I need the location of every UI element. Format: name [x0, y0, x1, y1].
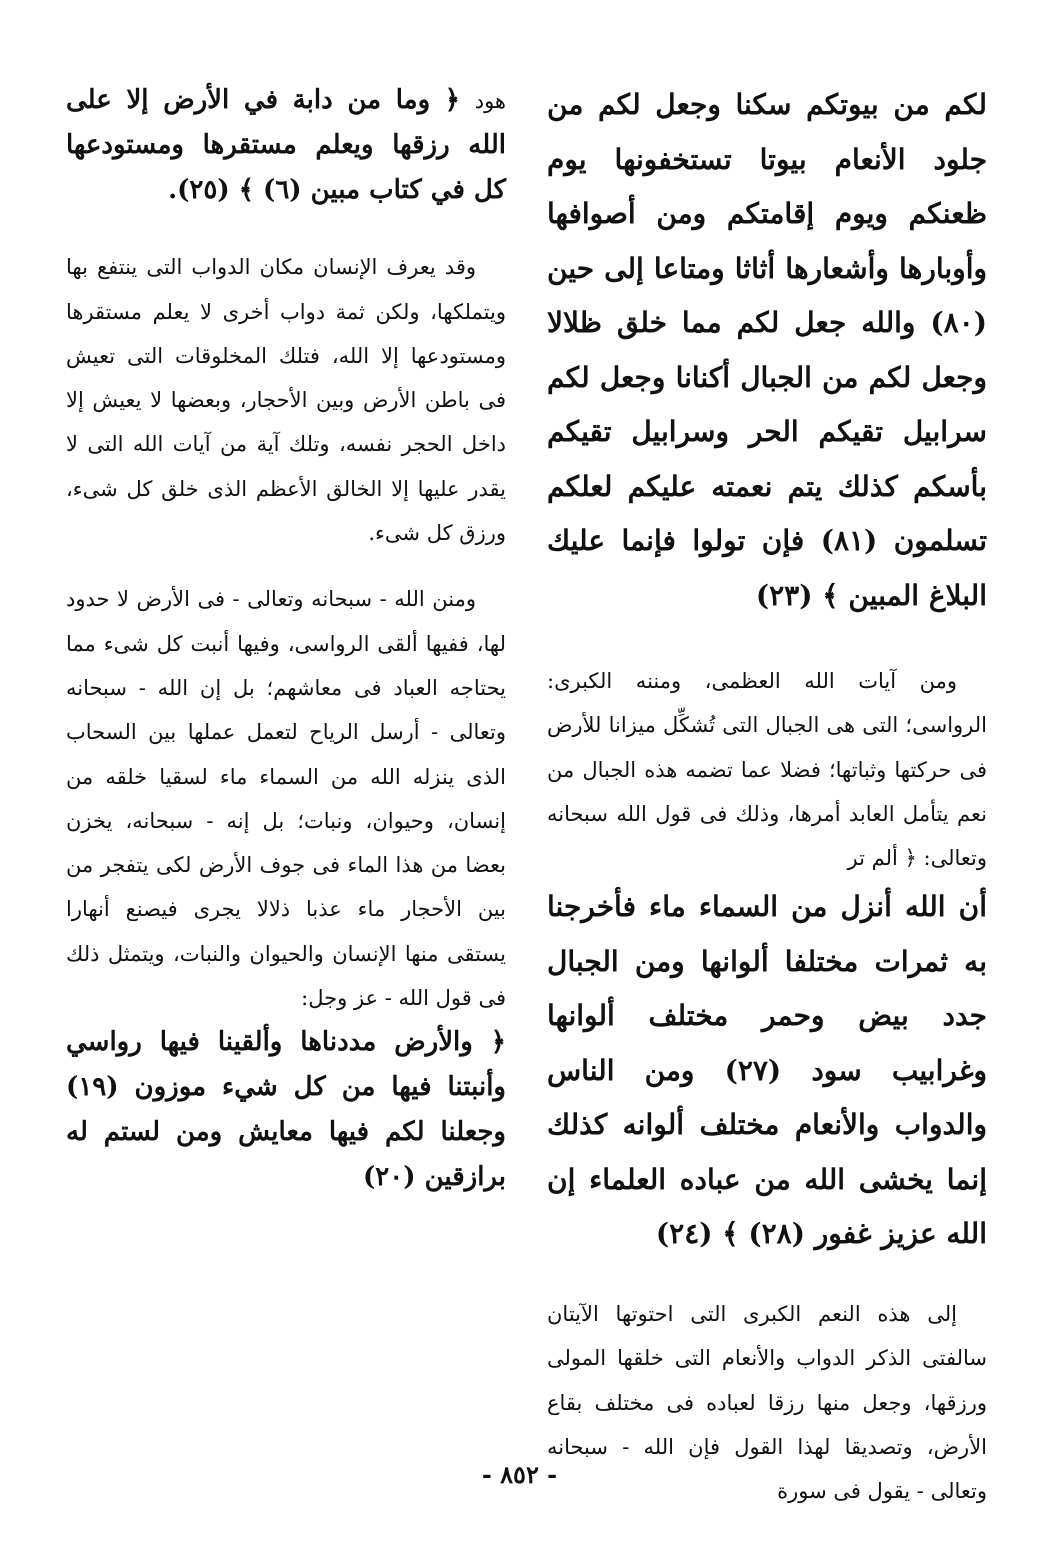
quran-verse-block	[66, 78, 506, 213]
left-column	[66, 78, 506, 1200]
body-paragraph: ومنن الله - سبحانه وتعالى - فى الأرض لا حدود لها، ففيها ألقى الرواسى، وفيها أنبت كل شىء مما يحتاجه العباد فى معاشهم؛ بل إن الله - سبحانه وتعالى - أرسل الرياح لتعمل عملها بين السحاب الذى ينزله الله من السماء ماء لسقيا خلقه من إنسان، وحيوان، ونبات؛ بل إنه - سبحانه، يخزن بعضا من هذا الماء فى جوف الأرض لكى يتفجر من بين الأحجار ماء عذبا ذلالا يجرى فيصنع أنهارا يستقى منها الإنسان والحيوان والنبات، ويتمثل ذلك فى قول الله - عز وجل:	[66, 587, 506, 1011]
body-paragraph: وقد يعرف الإنسان مكان الدواب التى ينتفع بها ويتملكها، ولكن ثمة دواب أخرى لا يعلم مستقرها ومستودعها إلا الله، فتلك المخلوقات التى تعيش فى باطن الأرض وبين الأحجار، وبعضها لا يعيش إلا داخل الحجر نفسه، وتلك آية من آيات الله التى لا يقدر عليها إلا الخالق الأعظم الذى خلق كل شىء، ورزق كل شىء.	[66, 255, 506, 546]
quran-verse-block: ﴿ والأرض مددناها وألقينا فيها رواسي وأنبتنا فيها من كل شيء موزون (١٩) وجعلنا لكم فيها معايش ومن لستم له برازقين (٢٠)	[66, 1027, 506, 1193]
right-column	[547, 78, 987, 1513]
quran-verse-block: أن الله أنزل من السماء ماء فأخرجنا به ثمرات مختلفا ألوانها ومن الجبال جدد بيض وحمر مختلف ألوانها وغرابيب سود (٢٧) ومن الناس والدواب والأنعام مختلف ألوانه كذلك إنما يخشى الله من عباده العلماء إن الله عزيز غفور (٢٨) ﴾ (٢٤)	[547, 890, 987, 1251]
quran-verse-text: ﴿ وما من دابة في الأرض إلا على الله رزقها ويعلم مستقرها ومستودعها كل في كتاب مبين (٦) ﴾ (٢٥).	[66, 85, 506, 206]
quran-verse-block: لكم من بيوتكم سكنا وجعل لكم من جلود الأنعام بيوتا تستخفونها يوم ظعنكم ويوم إقامتكم ومن أصوافها وأوبارها وأشعارها أثاثا ومتاعا إلى حين (٨٠) والله جعل لكم مما خلق ظلالا وجعل لكم من الجبال أكنانا وجعل لكم سرابيل تقيكم الحر وسرابيل تقيكم بأسكم كذلك يتم نعمته عليكم لعلكم تسلمون (٨١) فإن تولوا فإنما عليك البلاغ المبين ﴾ (٢٣)	[547, 88, 987, 612]
page-number: - ٨٥٢ -	[481, 1460, 558, 1489]
surah-name: هود	[474, 89, 506, 113]
body-paragraph: ومن آيات الله العظمى، ومننه الكبرى: الرواسى؛ التى هى الجبال التى تُشكِّل ميزانا للأرض فى حركتها وثباتها؛ فضلا عما تضمه هذه الجبال من نعم يتأمل العابد أمرها، وذلك فى قول الله سبحانه وتعالى: ﴿ ألم تر	[547, 669, 987, 871]
body-paragraph: إلى هذه النعم الكبرى التى احتوتها الآيتان سالفتى الذكر الدواب والأنعام التى خلقها المولى ورزقها، وجعل منها رزقا لعباده فى مختلف بقاع الأرض، وتصديقا لهذا القول فإن الله - سبحانه وتعالى - يقول فى سورة	[547, 1301, 987, 1504]
